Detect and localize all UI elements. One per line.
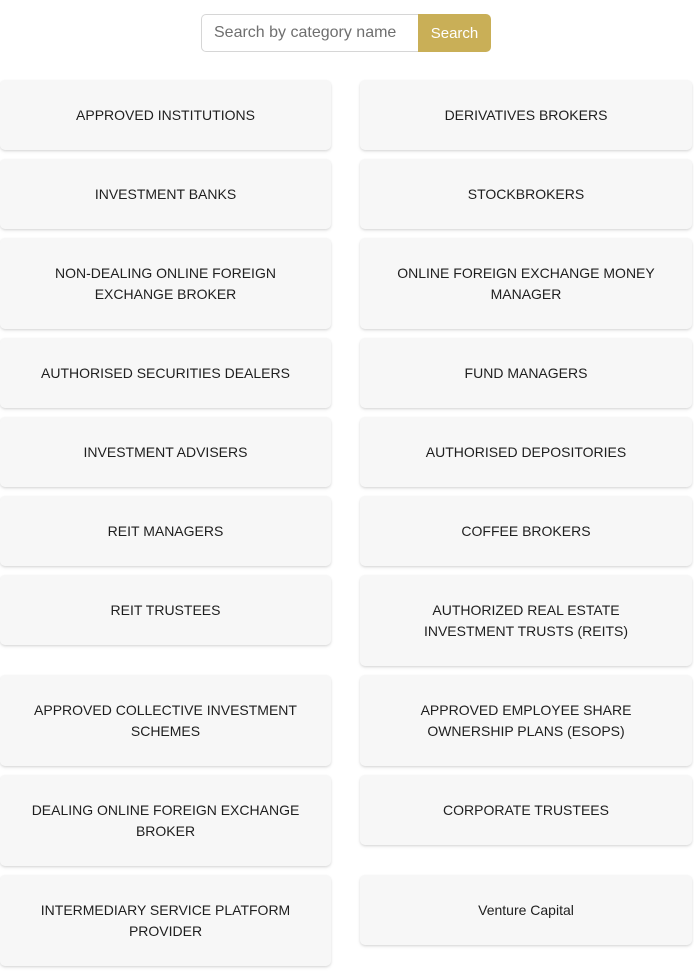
category-card-online-forex-money-manager[interactable] bbox=[360, 238, 692, 329]
category-card-dealing-online-forex-broker[interactable] bbox=[0, 775, 331, 866]
category-label: FUND MANAGERS bbox=[464, 364, 588, 381]
category-card-approved-esops[interactable] bbox=[360, 675, 692, 766]
category-card-fund-managers[interactable] bbox=[360, 338, 692, 408]
category-label: STOCKBROKERS bbox=[467, 185, 585, 202]
category-label: INVESTMENT BANKS bbox=[94, 185, 237, 202]
category-label: APPROVED INSTITUTIONS bbox=[76, 106, 255, 123]
category-card-authorized-reits[interactable] bbox=[360, 575, 692, 666]
category-label: Venture Capital bbox=[478, 901, 574, 918]
category-card-venture-capital[interactable] bbox=[360, 875, 692, 945]
category-card-corporate-trustees[interactable] bbox=[360, 775, 692, 845]
category-label: INTERMEDIARY SERVICE PLATFORM PROVIDER bbox=[40, 901, 291, 939]
category-card-approved-cis[interactable] bbox=[0, 675, 331, 766]
category-card-reit-managers[interactable] bbox=[0, 496, 331, 566]
category-card-coffee-brokers[interactable] bbox=[360, 496, 692, 566]
category-card-investment-advisers[interactable] bbox=[0, 417, 331, 487]
category-card-investment-banks[interactable] bbox=[0, 159, 331, 229]
category-label: DERIVATIVES BROKERS bbox=[444, 106, 608, 123]
category-card-authorised-securities-dealers[interactable] bbox=[0, 338, 331, 408]
category-card-intermediary-service-platform-provider[interactable] bbox=[0, 875, 331, 966]
category-card-non-dealing-online-forex-broker[interactable] bbox=[0, 238, 331, 329]
category-label: AUTHORISED SECURITIES DEALERS bbox=[41, 364, 290, 381]
category-label: CORPORATE TRUSTEES bbox=[443, 801, 609, 818]
search-input[interactable] bbox=[201, 14, 418, 52]
category-label: INVESTMENT ADVISERS bbox=[83, 443, 248, 460]
search-button[interactable]: Search bbox=[418, 14, 491, 52]
category-label: APPROVED COLLECTIVE INVESTMENT SCHEMES bbox=[34, 701, 297, 739]
category-label: ONLINE FOREIGN EXCHANGE MONEY MANAGER bbox=[397, 264, 655, 302]
category-label: DEALING ONLINE FOREIGN EXCHANGE BROKER bbox=[31, 801, 300, 839]
category-card-reit-trustees[interactable] bbox=[0, 575, 331, 645]
category-label: AUTHORIZED REAL ESTATE INVESTMENT TRUSTS (REITS) bbox=[423, 601, 629, 639]
search-bar bbox=[201, 14, 491, 52]
category-card-authorised-depositories[interactable] bbox=[360, 417, 692, 487]
category-label: COFFEE BROKERS bbox=[461, 522, 591, 539]
category-card-derivatives-brokers[interactable] bbox=[360, 80, 692, 150]
category-label: REIT TRUSTEES bbox=[110, 601, 221, 618]
category-label: REIT MANAGERS bbox=[107, 522, 224, 539]
category-label: NON-DEALING ONLINE FOREIGN EXCHANGE BROKER bbox=[55, 264, 276, 302]
category-card-approved-institutions[interactable] bbox=[0, 80, 331, 150]
category-card-stockbrokers[interactable] bbox=[360, 159, 692, 229]
category-label: AUTHORISED DEPOSITORIES bbox=[425, 443, 627, 460]
category-label: APPROVED EMPLOYEE SHARE OWNERSHIP PLANS (ESOPS) bbox=[420, 701, 632, 739]
